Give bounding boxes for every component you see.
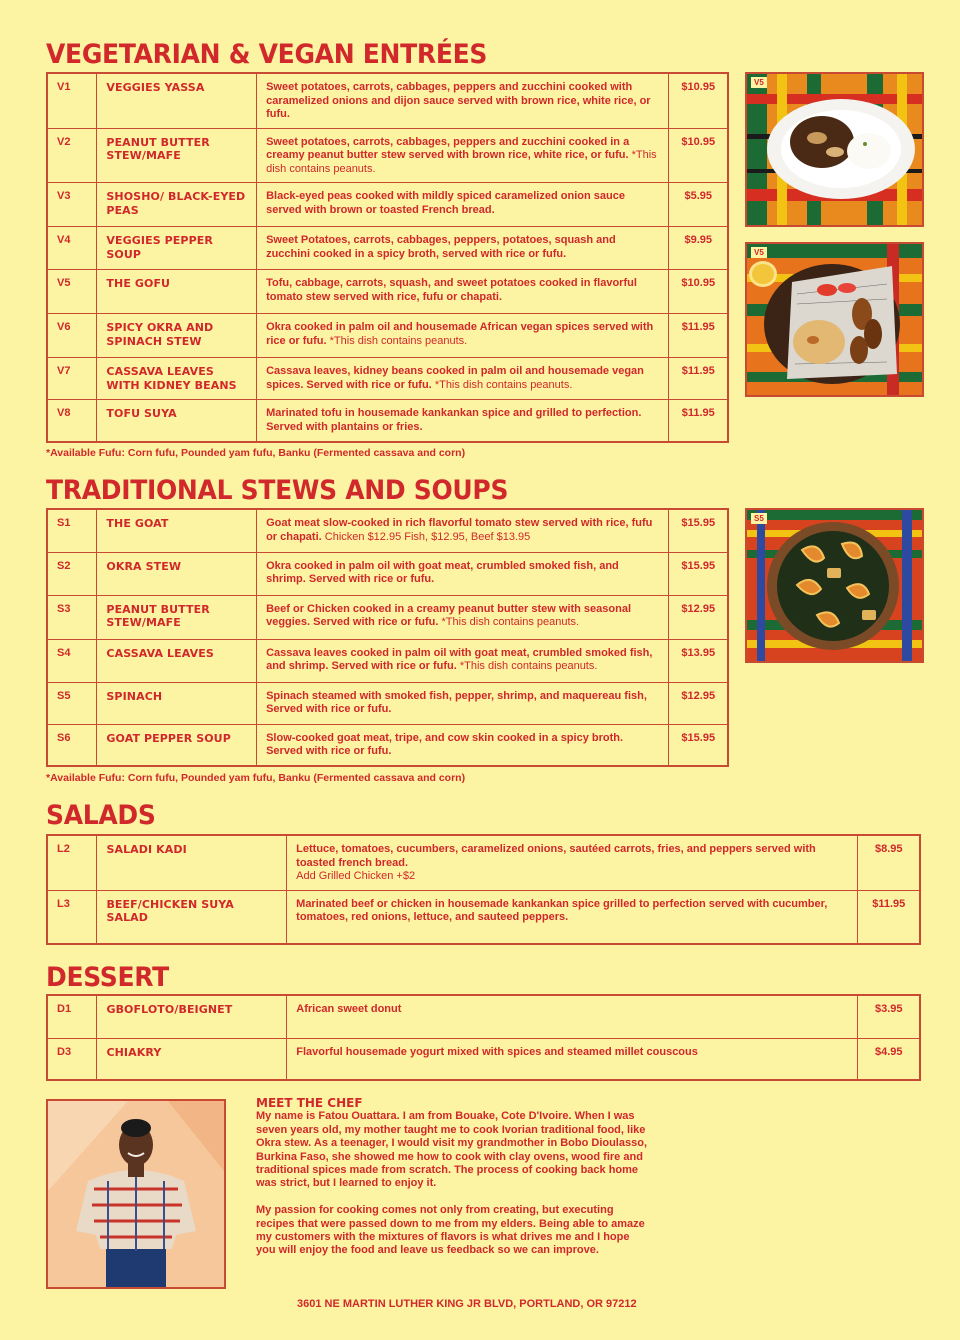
fufu-footnote-vegetarian: *Available Fufu: Corn fufu, Pounded yam fufu, Banku (Fermented cassava and corn) bbox=[46, 447, 466, 459]
item-price: $15.95 bbox=[668, 724, 728, 766]
item-name: CASSAVA LEAVES WITH KIDNEY BEANS bbox=[97, 358, 257, 400]
item-name: GBOFLOTO/BEIGNET bbox=[97, 995, 287, 1038]
item-code: S5 bbox=[47, 682, 97, 724]
item-note: *This dish contains peanuts. bbox=[441, 616, 580, 628]
item-price: $12.95 bbox=[668, 595, 728, 639]
item-code: V5 bbox=[47, 270, 97, 314]
item-code: V4 bbox=[47, 227, 97, 270]
item-name: SPINACH bbox=[97, 682, 257, 724]
item-name: PEANUT BUTTER STEW/MAFE bbox=[97, 128, 257, 183]
item-description-text: Lettuce, tomatoes, cucumbers, caramelized onions, sautéed carrots, fries, and peppers served with toasted french bread. bbox=[296, 843, 816, 869]
vegetarian-table bbox=[46, 72, 729, 443]
dish-photo-veg-1 bbox=[745, 72, 924, 227]
item-price: $11.95 bbox=[668, 400, 728, 442]
photo-tag: S5 bbox=[751, 513, 767, 524]
item-description-text: Sweet Potatoes, carrots, cabbages, peppers, potatoes, squash and zucchini cooked in a spicy broth, served with rice or fufu. bbox=[266, 234, 616, 260]
item-description bbox=[257, 183, 668, 227]
menu-row bbox=[47, 724, 728, 766]
item-price: $8.95 bbox=[857, 835, 920, 890]
item-name: PEANUT BUTTER STEW/MAFE bbox=[97, 595, 257, 639]
item-price: $5.95 bbox=[668, 183, 728, 227]
item-name: BEEF/CHICKEN SUYA SALAD bbox=[97, 890, 287, 944]
item-description-text: African sweet donut bbox=[296, 1003, 402, 1015]
item-price: $11.95 bbox=[857, 890, 920, 944]
item-code: L2 bbox=[47, 835, 97, 890]
salads-rows bbox=[47, 835, 920, 944]
item-note: Add Grilled Chicken +$2 bbox=[296, 870, 416, 882]
menu-row bbox=[47, 682, 728, 724]
item-note: *This dish contains peanuts. bbox=[459, 660, 598, 672]
item-description bbox=[257, 227, 668, 270]
item-price: $12.95 bbox=[668, 682, 728, 724]
item-description bbox=[257, 73, 668, 128]
chef-paragraph-2: My passion for cooking comes not only from creating, but executing recipes that were passed down to me from my elders. Being able to amaze my customers with the mixtures of flavors is what drives me and I hope you will enjoy the food and leave us feedback so we can improve. bbox=[256, 1204, 645, 1257]
item-price: $3.95 bbox=[857, 995, 920, 1038]
item-name: SALADI KADI bbox=[97, 835, 287, 890]
item-description-text: Okra cooked in palm oil with goat meat, crumbled smoked fish, and shrimp. Served with rice or fufu. bbox=[266, 559, 619, 585]
item-price: $10.95 bbox=[668, 270, 728, 314]
item-code: V3 bbox=[47, 183, 97, 227]
item-description-text: Marinated beef or chicken in housemade kankankan spice grilled to perfection served with cucumber, tomatoes, red onions, lettuce, and sauteed peppers. bbox=[296, 897, 828, 923]
menu-row bbox=[47, 595, 728, 639]
item-code: S2 bbox=[47, 552, 97, 595]
item-description bbox=[257, 128, 668, 183]
item-price: $9.95 bbox=[668, 227, 728, 270]
item-description-text: Goat meat slow-cooked in rich flavorful tomato stew served with rice, fufu or chapati. bbox=[266, 517, 653, 543]
item-code: S1 bbox=[47, 509, 97, 552]
menu-row bbox=[47, 358, 728, 400]
photo-tag: V5 bbox=[751, 247, 767, 258]
item-description-text: Cassava leaves, kidney beans cooked in palm oil and housemade vegan spices. Served with rice or fufu. bbox=[266, 365, 644, 391]
item-description bbox=[257, 595, 668, 639]
item-code: D1 bbox=[47, 995, 97, 1038]
item-description bbox=[257, 724, 668, 766]
vegetarian-rows bbox=[47, 73, 728, 442]
item-description bbox=[287, 890, 857, 944]
item-price: $15.95 bbox=[668, 552, 728, 595]
stews-rows bbox=[47, 509, 728, 766]
item-description-text: Sweet potatoes, carrots, cabbages, peppers and zucchini cooked with caramelized onions and dijon sauce served with brown rice, white rice, or fufu. bbox=[266, 81, 651, 120]
menu-row bbox=[47, 639, 728, 682]
item-description-text: Black-eyed peas cooked with mildly spiced caramelized onion sauce served with brown or toasted French bread. bbox=[266, 190, 625, 216]
meet-the-chef bbox=[256, 1097, 651, 1271]
fufu-footnote-stews: *Available Fufu: Corn fufu, Pounded yam fufu, Banku (Fermented cassava and corn) bbox=[46, 772, 466, 784]
item-description-text: Flavorful housemade yogurt mixed with spices and steamed millet couscous bbox=[296, 1045, 698, 1058]
item-description bbox=[287, 995, 857, 1038]
item-description bbox=[257, 270, 668, 314]
menu-row bbox=[47, 1038, 920, 1080]
item-name: SPICY OKRA AND SPINACH STEW bbox=[97, 314, 257, 358]
item-price: $4.95 bbox=[857, 1038, 920, 1080]
salads-table bbox=[46, 834, 921, 945]
menu-row bbox=[47, 227, 728, 270]
item-description-text: Cassava leaves cooked in palm oil with goat meat, crumbled smoked fish, and shrimp. Served with rice or fufu. bbox=[266, 646, 653, 672]
item-description bbox=[257, 509, 668, 552]
chef-photo bbox=[46, 1099, 226, 1289]
item-code: V6 bbox=[47, 314, 97, 358]
item-code: D3 bbox=[47, 1038, 97, 1080]
item-description bbox=[257, 682, 668, 724]
item-description-text: Marinated tofu in housemade kankankan spice and grilled to perfection. Served with plantains or fries. bbox=[266, 407, 642, 433]
item-code: V7 bbox=[47, 358, 97, 400]
item-price: $11.95 bbox=[668, 314, 728, 358]
kente-bowl-image bbox=[747, 510, 922, 661]
item-description bbox=[287, 835, 857, 890]
item-name: THE GOFU bbox=[97, 270, 257, 314]
menu-row bbox=[47, 314, 728, 358]
item-name: TOFU SUYA bbox=[97, 400, 257, 442]
item-price: $10.95 bbox=[668, 128, 728, 183]
dessert-rows bbox=[47, 995, 920, 1080]
item-description bbox=[257, 552, 668, 595]
item-code: L3 bbox=[47, 890, 97, 944]
section-title-stews: TRADITIONAL STEWS AND SOUPS bbox=[46, 474, 509, 506]
section-title-dessert: DESSERT bbox=[46, 961, 169, 993]
kente-basket-image bbox=[747, 244, 922, 395]
item-note: *This dish contains peanuts. bbox=[329, 334, 468, 347]
item-code: S3 bbox=[47, 595, 97, 639]
item-note: *This dish contains peanuts. bbox=[434, 378, 573, 391]
menu-row bbox=[47, 183, 728, 227]
item-name: CHIAKRY bbox=[97, 1038, 287, 1080]
item-name: THE GOAT bbox=[97, 509, 257, 552]
item-code: V8 bbox=[47, 400, 97, 442]
item-code: S4 bbox=[47, 639, 97, 682]
item-price: $10.95 bbox=[668, 73, 728, 128]
menu-row bbox=[47, 400, 728, 442]
stews-table bbox=[46, 508, 729, 767]
item-description-text: Okra cooked in palm oil and housemade African vegan spices served with rice or fufu. bbox=[266, 321, 654, 347]
section-title-vegetarian: VEGETARIAN & VEGAN ENTRÉES bbox=[46, 38, 488, 70]
item-name: SHOSHO/ BLACK-EYED PEAS bbox=[97, 183, 257, 227]
item-description bbox=[287, 1038, 857, 1080]
item-price: $13.95 bbox=[668, 639, 728, 682]
item-description-text: Sweet potatoes, carrots, cabbages, peppers and zucchini cooked in a creamy peanut butter stew served with brown rice, white rice, or fufu. bbox=[266, 135, 630, 161]
item-description bbox=[257, 400, 668, 442]
item-name: GOAT PEPPER SOUP bbox=[97, 724, 257, 766]
menu-row bbox=[47, 890, 920, 944]
item-name: VEGGIES YASSA bbox=[97, 73, 257, 128]
chef-paragraph-1: My name is Fatou Ouattara. I am from Bouake, Cote D'Ivoire. When I was seven years old, my mother taught me to cook Ivorian traditional food, like Okra stew. As a teenager, I would visit my grandmother in Bobo Dioulasso, Burkina Faso, she showed me how to cook with clay ovens, wood fire and traditional spices made from scratch. The process of cooking back home was strict, but I learned to enjoy it. bbox=[256, 1110, 647, 1190]
menu-row bbox=[47, 509, 728, 552]
item-description bbox=[257, 358, 668, 400]
item-description-text: Spinach steamed with smoked fish, pepper, shrimp, and maquereau fish, Served with rice or fufu. bbox=[266, 689, 647, 715]
chef-portrait-image bbox=[48, 1101, 224, 1287]
menu-row bbox=[47, 270, 728, 314]
section-title-salads: SALADS bbox=[46, 799, 156, 831]
menu-row bbox=[47, 128, 728, 183]
item-code: V2 bbox=[47, 128, 97, 183]
dessert-table bbox=[46, 994, 921, 1081]
menu-row bbox=[47, 73, 728, 128]
kente-plate-image bbox=[747, 74, 922, 225]
item-note: Chicken $12.95 Fish, $12.95, Beef $13.95 bbox=[324, 530, 531, 543]
photo-tag: V5 bbox=[751, 77, 767, 88]
item-code: S6 bbox=[47, 724, 97, 766]
menu-row bbox=[47, 835, 920, 890]
dish-photo-veg-2 bbox=[745, 242, 924, 397]
item-name: CASSAVA LEAVES bbox=[97, 639, 257, 682]
item-name: VEGGIES PEPPER SOUP bbox=[97, 227, 257, 270]
item-description-text: Tofu, cabbage, carrots, squash, and sweet potatoes cooked in flavorful tomato stew served with rice, fufu or chapati. bbox=[266, 277, 637, 303]
item-price: $11.95 bbox=[668, 358, 728, 400]
item-price: $15.95 bbox=[668, 509, 728, 552]
restaurant-address: 3601 NE MARTIN LUTHER KING JR BLVD, PORTLAND, OR 97212 bbox=[297, 1298, 637, 1310]
menu-row bbox=[47, 552, 728, 595]
item-description bbox=[257, 639, 668, 682]
item-code: V1 bbox=[47, 73, 97, 128]
menu-row bbox=[47, 995, 920, 1038]
item-description bbox=[257, 314, 668, 358]
item-note: *This dish contains peanuts. bbox=[266, 149, 657, 175]
item-description-text: Slow-cooked goat meat, tripe, and cow skin cooked in a spicy broth. Served with rice or fufu. bbox=[266, 731, 624, 757]
item-name: OKRA STEW bbox=[97, 552, 257, 595]
chef-heading: MEET THE CHEF bbox=[256, 1096, 363, 1110]
dish-photo-stew bbox=[745, 508, 924, 663]
item-description-text: Beef or Chicken cooked in a creamy peanut butter stew with seasonal veggies. Served with rice or fufu. bbox=[266, 602, 632, 628]
